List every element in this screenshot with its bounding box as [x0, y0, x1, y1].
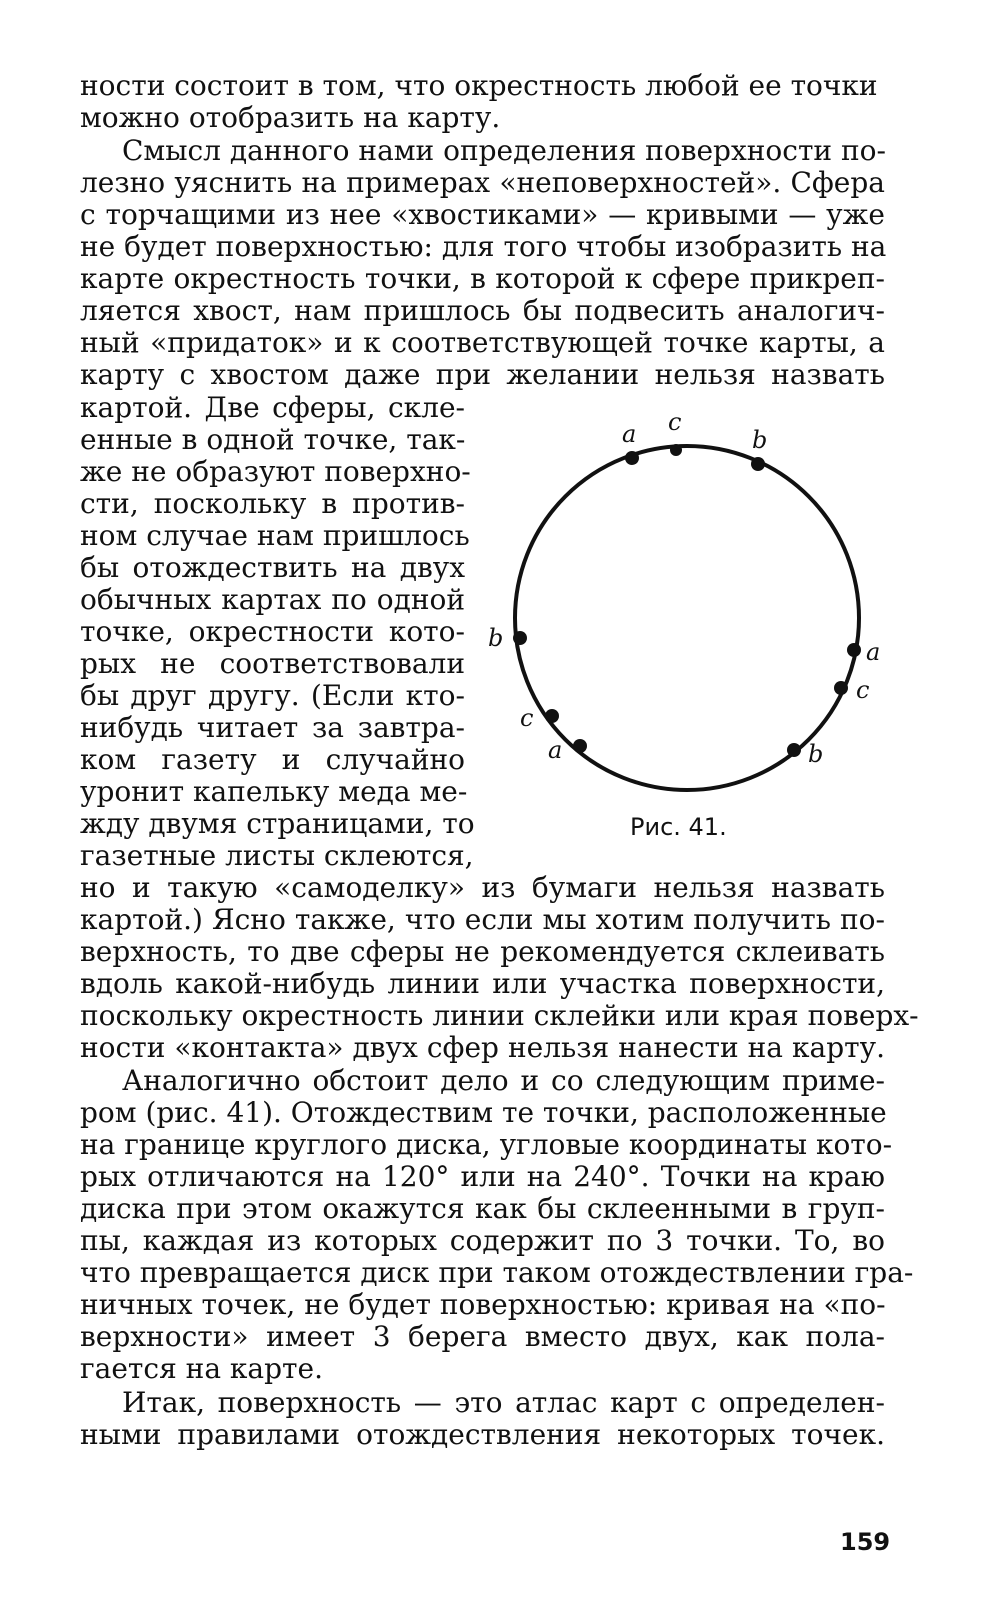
point-c-left [545, 709, 559, 723]
text-line: диска при этом окажутся как бы склеенными в груп- [80, 1192, 885, 1225]
text-line: ром (рис. 41). Отождествим те точки, расположенные [80, 1096, 887, 1129]
text-line: ном случае нам пришлось [80, 519, 470, 552]
text-line: Смысл данного нами определения поверхности по- [122, 134, 886, 167]
text-line: ный «придаток» и к соответствующей точке карты, а [80, 326, 885, 359]
circle-diagram [480, 404, 900, 844]
label-c-top: c [668, 408, 682, 436]
text-line: же не образуют поверхно- [80, 455, 471, 488]
text-line: верхность, то две сферы не рекомендуется склеивать [80, 935, 885, 968]
text-line: обычных картах по одной [80, 583, 465, 616]
point-c-top [670, 444, 682, 456]
label-a-right: a [866, 638, 881, 666]
text-line: верхности» имеет 3 берега вместо двух, как пола- [80, 1320, 885, 1353]
text-line: с торчащими из нее «хвостиками» — кривыми — уже [80, 198, 885, 231]
text-line: гается на карте. [80, 1352, 324, 1385]
point-a-left [573, 739, 587, 753]
disk-boundary [515, 446, 859, 790]
text-line: нибудь читает за завтра- [80, 711, 465, 744]
label-c-left: c [520, 704, 534, 732]
text-line: газетные листы склеются, [80, 839, 474, 872]
text-line: Аналогично обстоит дело и со следующим приме- [122, 1064, 885, 1097]
text-line: не будет поверхностью: для того чтобы изобразить на [80, 230, 887, 263]
text-line: картой. Две сферы, скле- [80, 391, 465, 424]
text-line: карту с хвостом даже при желании нельзя назвать [80, 358, 885, 391]
text-line: можно отобразить на карту. [80, 101, 501, 134]
point-b-left [513, 631, 527, 645]
text-line: рых не соответствовали [80, 647, 465, 680]
label-a-top: a [622, 420, 637, 448]
text-line: вдоль какой-нибудь линии или участка поверхности, [80, 967, 885, 1000]
label-a-left: a [548, 736, 563, 764]
text-line: ности «контакта» двух сфер нельзя нанести на карту. [80, 1031, 885, 1064]
text-line: ничных точек, не будет поверхностью: кривая на «по- [80, 1288, 886, 1321]
text-line: ком газету и случайно [80, 743, 465, 776]
text-line: но и такую «самоделку» из бумаги нельзя назвать [80, 871, 885, 904]
text-line: ными правилами отождествления некоторых точек. [80, 1418, 885, 1451]
text-line: карте окрестность точки, в которой к сфере прикреп- [80, 262, 885, 295]
label-b-left: b [488, 624, 504, 652]
figure-41 [480, 404, 900, 844]
text-line: рых отличаются на 120° или на 240°. Точки на краю [80, 1160, 885, 1193]
text-line: бы отождествить на двух [80, 551, 465, 584]
text-line: Итак, поверхность — это атлас карт с определен- [122, 1386, 885, 1419]
point-b-top [751, 457, 765, 471]
label-b-right: b [808, 740, 824, 768]
point-a-right [847, 643, 861, 657]
page-number: 159 [840, 1528, 891, 1556]
text-line: бы друг другу. (Если кто- [80, 679, 465, 712]
text-line: пы, каждая из которых содержит по 3 точки. То, во [80, 1224, 885, 1257]
text-line: енные в одной точке, так- [80, 423, 466, 456]
text-line: сти, поскольку в против- [80, 487, 465, 520]
text-line: ляется хвост, нам пришлось бы подвесить аналогич- [80, 294, 885, 327]
text-line: уронит капельку меда ме- [80, 775, 468, 808]
text-line: жду двумя страницами, то [80, 807, 475, 840]
point-c-right [834, 681, 848, 695]
text-line: что превращается диск при таком отождествлении гра- [80, 1256, 914, 1289]
text-line: поскольку окрестность линии склейки или края поверх- [80, 999, 919, 1032]
point-b-right [787, 743, 801, 757]
text-line: картой.) Ясно также, что если мы хотим получить по- [80, 903, 885, 936]
text-line: точке, окрестности кото- [80, 615, 465, 648]
label-c-right: c [856, 676, 870, 704]
text-line: ности состоит в том, что окрестность любой ее точки [80, 69, 878, 102]
text-line: лезно уяснить на примерах «неповерхностей». Сфера [80, 166, 885, 199]
figure-caption: Рис. 41. [630, 813, 727, 841]
text-line: на границе круглого диска, угловые координаты кото- [80, 1128, 893, 1161]
point-a-top [625, 451, 639, 465]
label-b-top: b [752, 426, 768, 454]
